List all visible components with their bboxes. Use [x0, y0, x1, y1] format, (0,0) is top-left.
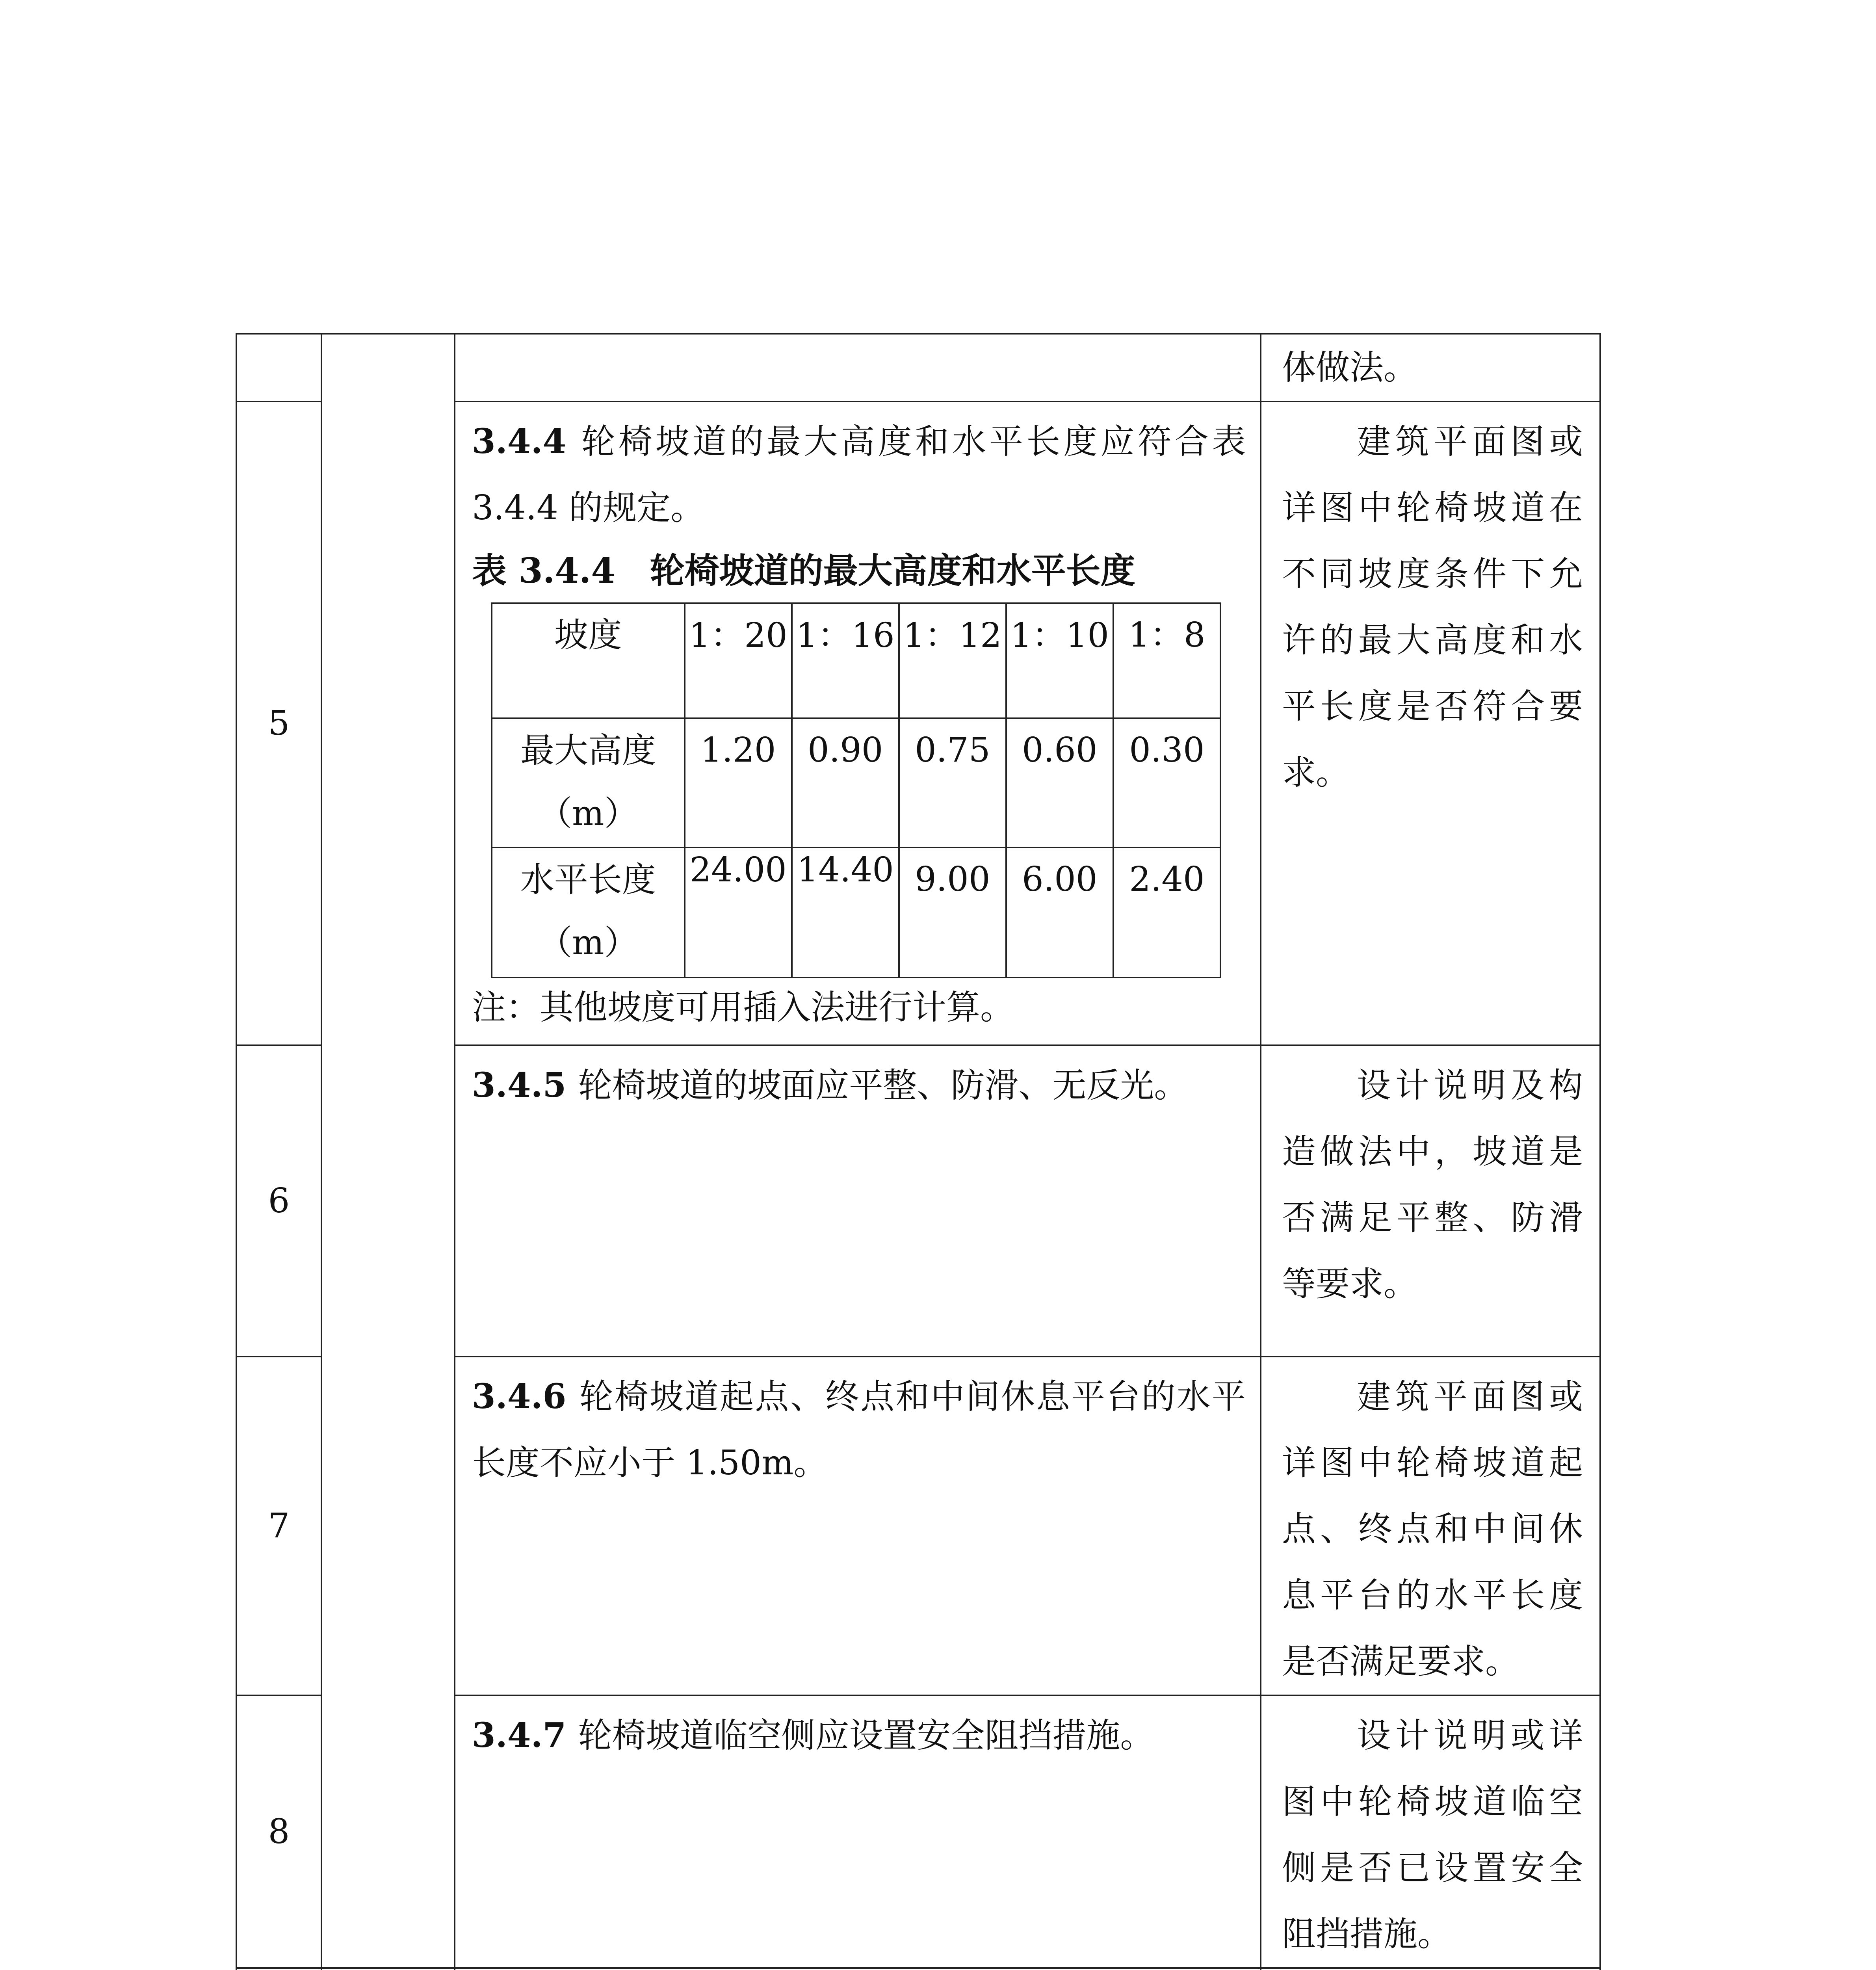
clause-code: 3.4.5 — [472, 1065, 567, 1105]
length-value: 24.00 — [685, 847, 792, 978]
slope-col: 1：20 — [685, 603, 792, 718]
max-height-value: 1.20 — [685, 718, 792, 847]
max-height-value: 0.90 — [792, 718, 899, 847]
length-value: 14.40 — [792, 847, 899, 978]
requirement-text: 轮椅坡道起点、终点和中间休息平台的水平长度不应小于 1.50m。 — [472, 1377, 1246, 1483]
length-value: 2.40 — [1113, 847, 1220, 978]
requirement-text: 轮椅坡道的坡面应平整、防滑、无反光。 — [578, 1066, 1188, 1105]
check-cell — [1261, 334, 1600, 401]
row-number: 6 — [236, 1045, 321, 1357]
requirement-cell — [455, 1357, 1261, 1695]
requirement-text: 轮椅坡道的最大高度和水平长度应符合表 3.4.4 的规定。 — [472, 422, 1246, 528]
table-row — [236, 1968, 1600, 1970]
requirement-text: 轮椅坡道临空侧应设置安全阻挡措施。 — [578, 1716, 1154, 1755]
length-label: 水平长度（m） — [492, 847, 685, 978]
length-value: 9.00 — [899, 847, 1006, 978]
check-text: 设计说明或详图中轮椅坡道临空侧是否已设置安全阻挡措施。 — [1282, 1716, 1583, 1954]
max-height-label: 最大高度（m） — [492, 718, 685, 847]
category-cell — [321, 334, 455, 1968]
check-cell — [1261, 1045, 1600, 1357]
review-table — [236, 333, 1601, 1970]
row-number — [236, 334, 321, 401]
slope-col: 1：16 — [792, 603, 899, 718]
check-text: 体做法。 — [1282, 348, 1417, 387]
row-number: 7 — [236, 1357, 321, 1695]
check-cell — [1261, 1695, 1600, 1968]
length-value: 6.00 — [1006, 847, 1113, 978]
row-number: 8 — [236, 1695, 321, 1968]
requirement-cell — [455, 1968, 1261, 1970]
slope-label: 坡度 — [492, 603, 685, 718]
table-row — [236, 334, 1600, 401]
max-height-value: 0.60 — [1006, 718, 1113, 847]
max-height-row — [492, 718, 1220, 847]
category-cell — [321, 1968, 455, 1970]
check-cell — [1261, 1968, 1600, 1970]
inner-table-caption: 表 3.4.4 轮椅坡道的最大高度和水平长度 — [472, 550, 1135, 591]
slope-header-row — [492, 603, 1220, 718]
length-row — [492, 847, 1220, 978]
slope-table — [491, 602, 1221, 978]
check-text: 设计说明及构造做法中，坡道是否满足平整、防滑等要求。 — [1282, 1066, 1583, 1304]
inner-table-note: 注：其他坡度可用插入法进行计算。 — [472, 988, 1014, 1027]
row-number: 5 — [236, 401, 321, 1045]
check-cell — [1261, 1357, 1600, 1695]
requirement-cell — [455, 1695, 1261, 1968]
max-height-value: 0.75 — [899, 718, 1006, 847]
requirement-cell — [455, 401, 1261, 1045]
row-number — [236, 1968, 321, 1970]
clause-code: 3.4.6 — [472, 1377, 567, 1416]
requirement-cell — [455, 1045, 1261, 1357]
slope-col: 1：12 — [899, 603, 1006, 718]
check-text: 建筑平面图或详图中轮椅坡道在不同坡度条件下允许的最大高度和水平长度是否符合要求。 — [1282, 422, 1583, 792]
slope-col: 1：10 — [1006, 603, 1113, 718]
max-height-value: 0.30 — [1113, 718, 1220, 847]
check-cell — [1261, 401, 1600, 1045]
slope-col: 1：8 — [1113, 603, 1220, 718]
requirement-cell — [455, 334, 1261, 401]
clause-code: 3.4.4 — [472, 422, 567, 461]
check-text: 建筑平面图或详图中轮椅坡道起点、终点和中间休息平台的水平长度是否满足要求。 — [1282, 1377, 1583, 1681]
clause-code: 3.4.7 — [472, 1715, 567, 1755]
